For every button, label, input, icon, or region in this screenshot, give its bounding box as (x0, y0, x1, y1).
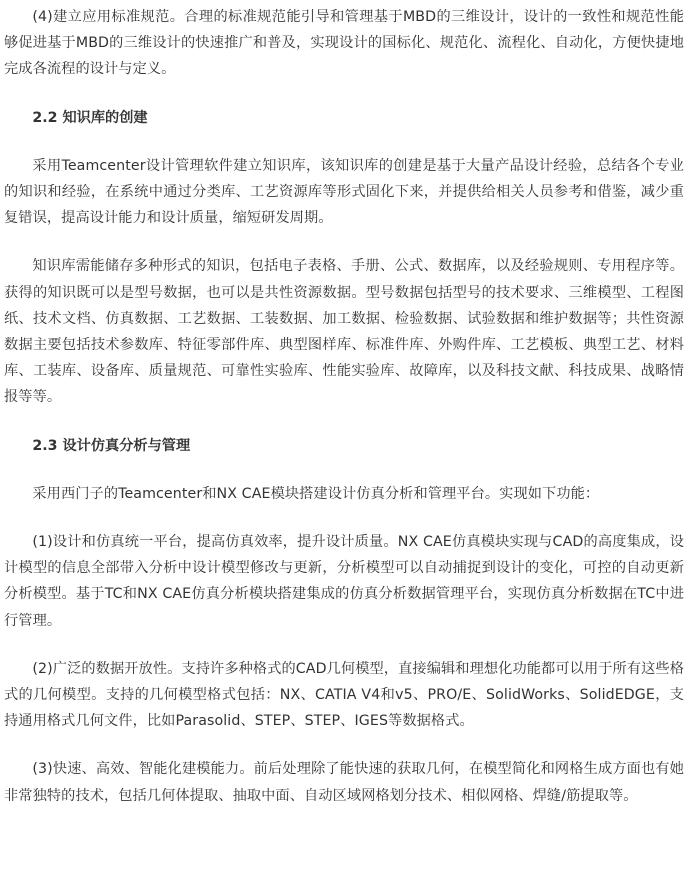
spacer (4, 634, 684, 656)
paragraph-platform-intro: 采用西门子的Teamcenter和NX CAE模块搭建设计仿真分析和管理平台。实现如下功能： (32, 485, 600, 502)
paragraph-knowledge-forms: 知识库需能储存多种形式的知识，包括电子表格、手册、公式、数据库，以及经验规则、专用程序等。获得的知识既可以是型号数据，也可以是共性资源数据。型号数据包括型号的技术要求、三维模型、工程图纸、技术文档、仿真数据、工艺数据、工装数据、加工数据、检验数据、试验数据和维护数据等；共性资源数据主要包括技术参数库、特征零部件库、典型图样库、标准件库、外购件库、工艺模板、典型工艺、材料库、工装库、设备库、质量规范、可靠性实验库、性能实验库、故障库，以及科技文献、科技成果、战略情报等等。 (4, 258, 684, 406)
spacer (4, 459, 684, 481)
paragraph-feature-2: (2)广泛的数据开放性。支持许多种格式的CAD几何模型，直接编辑和理想化功能都可以用于所有这些格式的几何模型。支持的几何模型格式包括：NX、CATIA V4和v5、PRO/E、SolidWorks、SolidEDGE，支持通用格式几何文件，比如Parasolid、STEP、STEP、IGES等数据格式。 (4, 660, 684, 730)
section-heading-2-2: 2.2 知识库的创建 (32, 109, 148, 126)
spacer (4, 131, 684, 153)
paragraph-feature-3: (3)快速、高效、智能化建模能力。前后处理除了能快速的获取几何，在模型简化和网格生成方面也有她非常独特的技术，包括几何体提取、抽取中面、自动区域网格划分技术、相似网格、焊缝/筋提取等。 (4, 761, 684, 804)
paragraph-standards: (4)建立应用标准规范。合理的标准规范能引导和管理基于MBD的三维设计，设计的一致性和规范性能够促进基于MBD的三维设计的快速推广和普及，实现设计的国标化、规范化、流程化、自动化，方便快捷地完成各流程的设计与定义。 (4, 9, 684, 78)
section-heading-2-3: 2.3 设计仿真分析与管理 (32, 437, 191, 454)
paragraph-feature-1: (1)设计和仿真统一平台，提高仿真效率，提升设计质量。NX CAE仿真模块实现与CAD的高度集成，设计模型的信息全部带入分析中设计模型修改与更新，分析模型可以自动捕捉到设计的变化，可控的自动更新分析模型。基于TC和NX CAE仿真分析模块搭建集成的仿真分析数据管理平台，实现仿真分析数据在TC中进行管理。 (4, 534, 684, 629)
spacer (4, 734, 684, 756)
spacer (4, 231, 684, 253)
spacer (4, 507, 684, 529)
paragraph-knowledge-base: 采用Teamcenter设计管理软件建立知识库，该知识库的创建是基于大量产品设计经验，总结各个专业的知识和经验，在系统中通过分类库、工艺资源库等形式固化下来，并提供给相关人员参考和借鉴，减少重复错误，提高设计能力和设计质量，缩短研发周期。 (4, 157, 684, 227)
spacer (4, 83, 684, 105)
spacer (4, 411, 684, 433)
